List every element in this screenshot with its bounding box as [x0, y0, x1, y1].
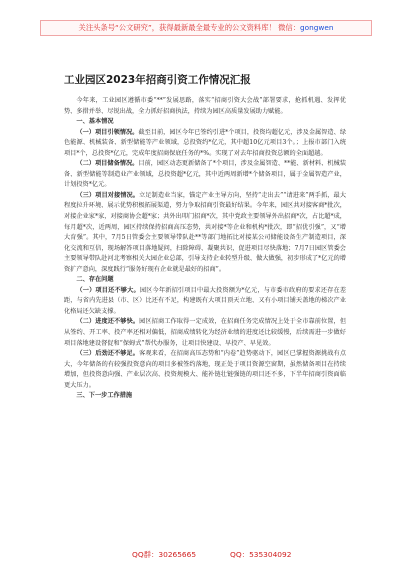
qq-group-number[interactable]: 30265665 — [158, 550, 197, 559]
qq-group-label: QQ群： — [132, 550, 159, 559]
promo-text: 关注头条号“公文研究”，获得最新最全最专业的公文资料库！ 微信： — [78, 23, 301, 32]
paragraph-text: 截至目前，园区今年已签约引进*个项目，投资均超亿元，涉及金属智造、绿色能源、机械装备、新型储能等产业领域，总投资约*亿元，其中超10亿元项目3个。；上报市部门入统项目*个，总投资*亿元，完成年度招商保底任务的*%。实现了对去年招商投资总额的全面超越。 — [64, 128, 347, 157]
promo-banner[interactable] — [40, 20, 372, 36]
document-body — [64, 96, 346, 402]
document-title: 工业园区2023年招商引资工作情况汇报 — [64, 74, 251, 86]
intro-paragraph: 今年来，工业园区遵循市委“**”发展思路，落实“招商引资大会战”部署要求，抢抓机遇、发挥优势、多措并举、尽锐出战，全力抓好招商执法，持续为园区高质量发展助力赋能。 — [64, 97, 346, 115]
paragraph-text: 客观来看，在招商高压态势和“内卷”趋势驱动下，园区已掌握资源挑战有点大，今年储备的有较强投资意向的项目多被签约落地，现正处于项目资源空窗期，虽然储备项目在持续增加，但投资意向强、产业层次高、投资规模大、能补链壮链强链的项目还不多，下半年招商引资面临更大压力。 — [64, 350, 347, 389]
paragraph-text: 园区今年新招引项目中最大投资额为*亿元，与市委市政府的要求还存在差距，与省内先进县（市、区）比还有不足，构建既有大项目顶天立地、又有小项目铺天盖地的梯次产业化格局还欠缺支撑。 — [64, 286, 347, 315]
wechat-id: gongwen — [300, 23, 334, 32]
paragraph-project-lead — [64, 128, 346, 160]
paragraph-label: （三）项目对接情况。 — [76, 191, 140, 199]
section-heading-next-steps: 三、下一步工作措施 — [76, 392, 133, 400]
paragraph-problem-momentum — [64, 349, 346, 391]
section-heading-basic: 一、基本情况 — [76, 118, 114, 126]
paragraph-text: 立足制造业当家，锚定产业主导方向，坚持“走出去”“请进来”两手抓，最大程度拉升环境、展示优势积极拓展渠道，努力争取招商引资最好结果。今年来，园区共对接客商*批次，对接企业家*家，对接商协会超*家；共外出叩门招商*次，其中党政主要领导外出招商*次，占比超*成，每月超*次，近两周，园区持续保持招商高压态势，共对接*等企业和机构*批次，即“招优引强”，又“增大育强”。其中，7月5日管委会主要领导带队赴**等部门地拓比对接某公司储能设备生产制造项目，深化交流和互信，现场解答项目落地疑问，扫除障碍、凝聚共识，促进项目尽快落地；7月7日园区管委会主要领导带队赴河北考察相关大园企业总部，引导支持企业转型升级、做大做强，初步形成了*亿元的增资扩产意向，深度践行“服务好现有企业就是最好的招商”。 — [64, 191, 347, 273]
paragraph-project-reserve — [64, 159, 346, 191]
contact-footer — [132, 549, 291, 560]
qq-number[interactable]: 535304092 — [249, 550, 292, 559]
paragraph-label: （二）项目储备情况。 — [76, 160, 139, 168]
paragraph-text: 目前，园区动态更新储备了*个项目，涉及金属智造、**能、新材料、机械装备、新型储能等制造业产业领域，总投资超*亿元，其中近两周新增*个储备项目，属于金属智造产业，计划投资*亿元。 — [64, 160, 347, 189]
paragraph-label: （二）进度还不够快。 — [76, 318, 140, 326]
paragraph-label: （三）后劲还不够足。 — [76, 350, 140, 358]
paragraph-problem-speed — [64, 317, 346, 349]
section-heading-problems: 二、存在问题 — [76, 276, 114, 284]
paragraph-project-docking — [64, 191, 346, 275]
paragraph-text: 园区招商工作取得一定成效，在招商任务完成情况上处于全市靠前位置，但从签约、开工率、投产率还相对偏低，招商成绩转化为经济业绩的进度还比较缓慢，后续需进一步做好项目落地建设督促和“保姆式”帮代办服务，让项目快建设、早投产、早见效。 — [64, 318, 347, 347]
qq-label: QQ： — [230, 550, 250, 559]
paragraph-label: （一）项目引领情况。 — [76, 128, 139, 136]
paragraph-problem-size — [64, 286, 346, 318]
paragraph-label: （一）项目还不够大。 — [76, 286, 140, 294]
